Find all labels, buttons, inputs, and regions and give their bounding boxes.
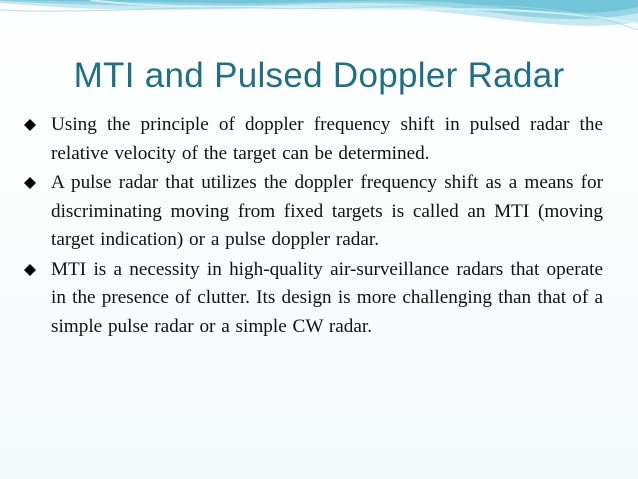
bullet-item-1 [38, 111, 603, 168]
diamond-bullet-icon [24, 169, 42, 189]
bullet-item-2 [38, 169, 603, 255]
diamond-bullet-icon [24, 111, 42, 131]
bullet-item-3 [38, 256, 603, 342]
bullet-list [38, 111, 603, 342]
bullet-text: A pulse radar that utilizes the doppler frequency shift as a means for discriminating moving from fixed targets is called an MTI (moving target indication) or a pulse doppler radar. [51, 172, 603, 250]
bullet-text: MTI is a necessity in high-quality air-surveillance radars that operate in the presence of clutter. Its design is more challenging than that of a simple pulse radar or a simple CW radar. [51, 258, 603, 337]
diamond-bullet-icon [24, 256, 42, 276]
bullet-text: Using the principle of doppler frequency shift in pulsed radar the relative velocity of the target can be determined. [51, 114, 603, 164]
slide-title: MTI and Pulsed Doppler Radar [73, 56, 565, 95]
